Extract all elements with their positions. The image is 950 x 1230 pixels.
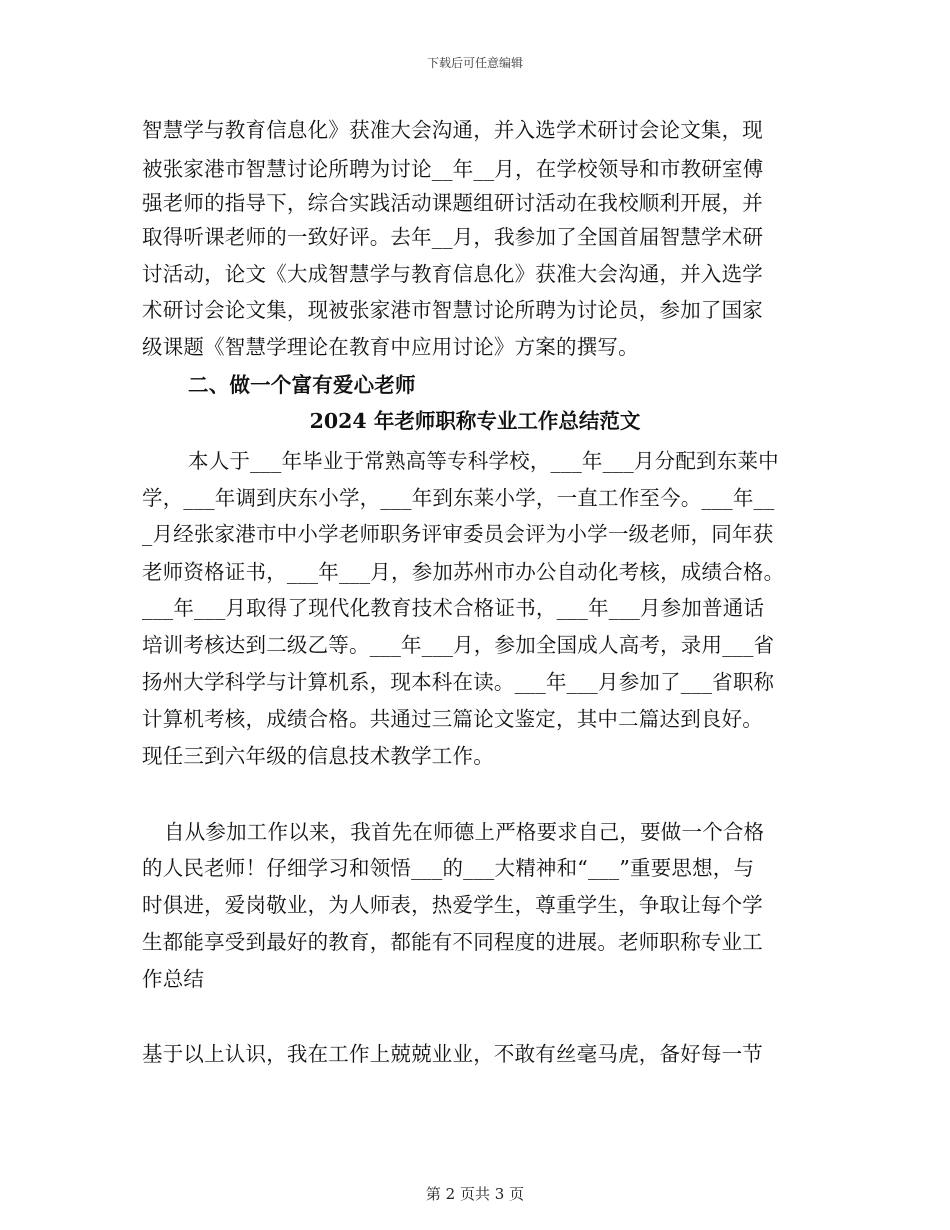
body-line: 智慧学与教育信息化》获准大会沟通，并入选学术研讨会论文集，现: [142, 118, 763, 142]
body-line: 现任三到六年级的信息技术教学工作。: [142, 744, 494, 768]
body-line: 作总结: [142, 967, 205, 991]
body-line: 时俱进，爱岗敬业，为人师表，热爱学生，尊重学生，争取让每个学: [142, 893, 763, 917]
page-header: 下载后可任意编辑: [426, 56, 523, 70]
body-line: 老师资格证书，___年___月，参加苏州市办公自动化考核，成绩合格。: [142, 560, 785, 584]
body-line: 强老师的指导下，综合实践活动课题组研讨活动在我校顺利开展，并: [142, 191, 763, 215]
body-line: 取得听课老师的一致好评。去年__月，我参加了全国首届智慧学术研: [142, 225, 764, 249]
body-line: 培训考核达到二级乙等。___年___月，参加全国成人高考，录用___省: [142, 633, 775, 657]
body-line: 学，___年调到庆东小学，___年到东莱小学，一直工作至今。___年__: [142, 486, 775, 510]
body-line: _月经张家港市中小学老师职务评审委员会评为小学一级老师，同年获: [142, 522, 774, 546]
body-line: 基于以上认识，我在工作上兢兢业业，不敢有丝毫马虎，备好每一节: [142, 1042, 763, 1066]
body-line: 术研讨会论文集，现被张家港市智慧讨论所聘为讨论员，参加了国家: [142, 298, 763, 322]
section-heading: 二、做一个富有爱心老师: [188, 373, 416, 397]
body-line: 讨活动，论文《大成智慧学与教育信息化》获准大会沟通，并入选学: [142, 262, 763, 286]
body-line: 扬州大学科学与计算机系，现本科在读。___年___月参加了___省职称: [142, 670, 775, 694]
body-line: 计算机考核，成绩合格。共通过三篇论文鉴定，其中二篇达到良好。: [142, 707, 763, 731]
page-footer: 第 2 页共 3 页: [425, 1185, 525, 1203]
body-line: 自从参加工作以来，我首先在师德上严格要求自己，要做一个合格: [164, 820, 765, 844]
body-line: 本人于___年毕业于常熟高等专科学校，___年___月分配到东莱中: [188, 449, 779, 473]
body-line: 的人民老师！仔细学习和领悟___的___大精神和“___”重要思想，与: [142, 856, 755, 880]
body-line: 被张家港市智慧讨论所聘为讨论__年__月，在学校领导和市教研室傅: [142, 157, 764, 181]
body-line: 级课题《智慧学理论在教育中应用讨论》方案的撰写。: [142, 335, 639, 359]
document-title: 2024 年老师职称专业工作总结范文: [309, 409, 641, 433]
body-line: 生都能享受到最好的教育，都能有不同程度的进展。老师职称专业工: [142, 930, 763, 954]
body-line: ___年___月取得了现代化教育技术合格证书，___年___月参加普通话: [142, 596, 765, 620]
